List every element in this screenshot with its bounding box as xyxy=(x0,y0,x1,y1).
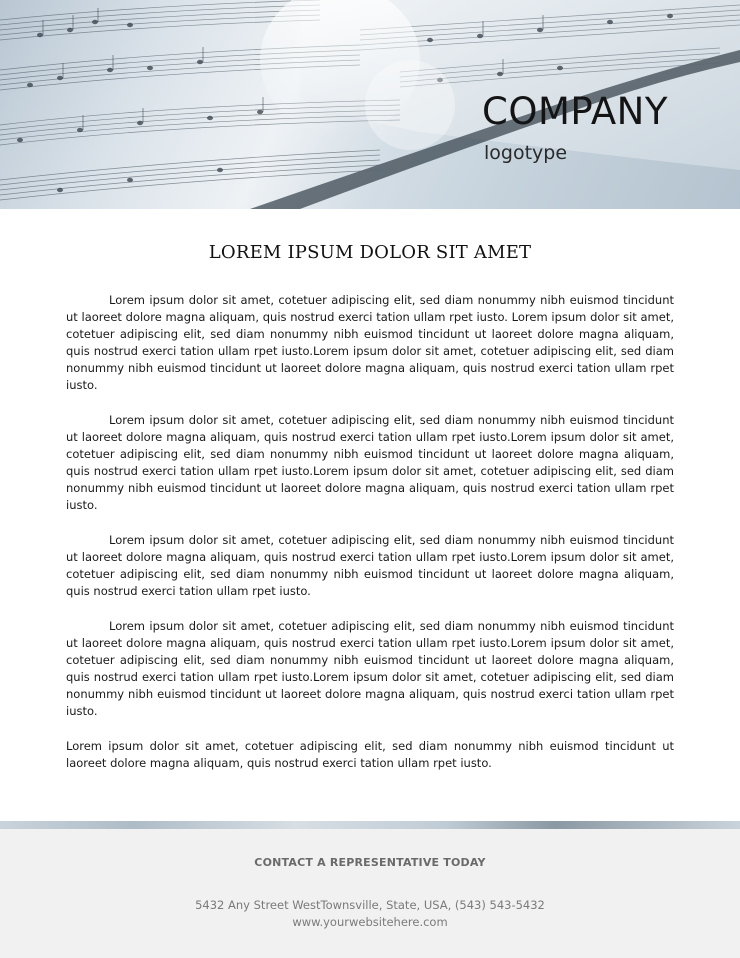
company-logo-text: COMPANY xyxy=(482,90,668,133)
paragraph-5: Lorem ipsum dolor sit amet, cotetuer adipiscing elit, sed diam nonummy nibh euismod tincidunt ut laoreet dolore magna aliquam, quis nostrud exerci tation ullam rpet iusto. xyxy=(66,739,674,770)
footer-image-strip xyxy=(0,821,740,829)
contact-heading: CONTACT A REPRESENTATIVE TODAY xyxy=(254,856,486,869)
body-text xyxy=(66,292,674,790)
website-link[interactable]: www.yourwebsitehere.com xyxy=(292,915,448,929)
paragraph-3: Lorem ipsum dolor sit amet, cotetuer adipiscing elit, sed diam nonummy nibh euismod tincidunt ut laoreet dolore magna aliquam, quis nostrud exerci tation ullam rpet iusto.Lorem ipsum dolor sit amet, cotetuer adipiscing elit, sed diam nonummy nibh euismod tincidunt ut laoreet dolore magna aliquam, quis nostrud exerci tation ullam rpet iusto. xyxy=(66,533,674,598)
paragraph-4: Lorem ipsum dolor sit amet, cotetuer adipiscing elit, sed diam nonummy nibh euismod tincidunt ut laoreet dolore magna aliquam, quis nostrud exerci tation ullam rpet iusto.Lorem ipsum dolor sit amet, cotetuer adipiscing elit, sed diam nonummy nibh euismod tincidunt ut laoreet dolore magna aliquam, quis nostrud exerci tation ullam rpet iusto.Lorem ipsum dolor sit amet, cotetuer adipiscing elit, sed diam nonummy nibh euismod tincidunt ut laoreet dolore magna aliquam, quis nostrud exerci tation ullam rpet iusto. xyxy=(66,619,674,718)
document-title: LOREM IPSUM DOLOR SIT AMET xyxy=(208,242,532,263)
logotype-text: logotype xyxy=(484,142,568,164)
footer xyxy=(0,829,740,958)
paragraph-1: Lorem ipsum dolor sit amet, cotetuer adipiscing elit, sed diam nonummy nibh euismod tincidunt ut laoreet dolore magna aliquam, quis nostrud exerci tation ullam rpet iusto. Lorem ipsum dolor sit amet, cotetuer adipiscing elit, sed diam nonummy nibh euismod tincidunt ut laoreet dolore magna aliquam, quis nostrud exerci tation ullam rpet iusto.Lorem ipsum dolor sit amet, cotetuer adipiscing elit, sed diam nonummy nibh euismod tincidunt ut laoreet dolore magna aliquam, quis nostrud exerci tation ullam rpet iusto. xyxy=(66,293,674,392)
address-line: 5432 Any Street WestTownsville, State, USA, (543) 543-5432 xyxy=(195,898,545,912)
paragraph-2: Lorem ipsum dolor sit amet, cotetuer adipiscing elit, sed diam nonummy nibh euismod tincidunt ut laoreet dolore magna aliquam, quis nostrud exerci tation ullam rpet iusto.Lorem ipsum dolor sit amet, cotetuer adipiscing elit, sed diam nonummy nibh euismod tincidunt ut laoreet dolore magna aliquam, quis nostrud exerci tation ullam rpet iusto.Lorem ipsum dolor sit amet, cotetuer adipiscing elit, sed diam nonummy nibh euismod tincidunt ut laoreet dolore magna aliquam, quis nostrud exerci tation ullam rpet iusto. xyxy=(66,413,674,512)
header-banner xyxy=(0,0,740,209)
